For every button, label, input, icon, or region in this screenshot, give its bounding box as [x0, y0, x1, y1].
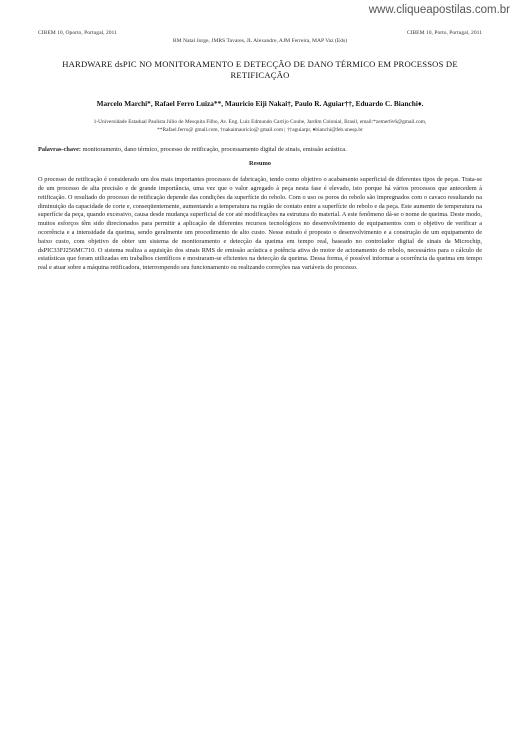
affiliation [38, 119, 482, 134]
abstract-heading: Resumo [248, 160, 271, 168]
header-editors: RM Natal Jorge, JMRS Tavares, JL Alexandre, AJM Ferreira, MAP Vaz (Eds) [172, 38, 348, 44]
keywords [38, 146, 482, 154]
header-left: CIBEM 10, Oporto, Portugal, 2011 [38, 30, 117, 36]
affiliation-line-1: 1-Universidade Estadual Paulista Júlio de Mesquita Filho, Av. Eng. Luiz Edmundo Carrijo Coube, Jardim Colonial, Brasil, email:*zemer6v6@gmail.com, [93, 119, 427, 125]
running-header [38, 30, 482, 37]
affiliation-line-2: **Rafael.ferro@ gmail.com, †nakaimauricio@ gmail.com | ††aguiarpr, ♦bianchi@feb.unesp.br [157, 126, 363, 133]
header-right: CIBEM 10, Porto, Portugal, 2011 [406, 30, 482, 36]
keywords-label: Palavras-chave: [38, 146, 82, 154]
site-watermark: www.cliqueapostilas.com.br [368, 4, 510, 16]
paper-title: HARDWARE dsPIC NO MONITORAMENTO E DETECÇÃO DE DANO TÉRMICO EM PROCESSOS DE RETIFICAÇÃO [62, 59, 458, 80]
keywords-text: monitoramento, dano térmico, processo de retificação, processamento digital de sinais, emissão acústica. [81, 146, 347, 154]
paper-page [38, 30, 482, 279]
abstract-body: O processo de retificação é considerado um dos mais importantes processos de fabricação, tendo como objetivo o acabamento superficial de diferentes tipos de peças. Trata-se de um processo de alta precisão e de grande importância, uma vez que o valor agregado à peça nesta fase é elevado, isto porque há vários processos que antecedem à retificação. O resultado do processo de retificação depende das condições da superfície do rebolo. Com o uso os poros do rebolo são impregnados com o cavaco resultando na diminuição da capacidade de corte e, conseqüentemente, aumentando a temperatura na região de contato entre a superfície do rebolo e da peça. Este aumento de temperatura na superfície da peça, quando excessivo, causa desde mudança superficial de cor até modificações na estrutura do material. A este fenômeno dá-se o nome de queima. Deste modo, muitos esforços têm sido direcionados para permitir a aplicação de diferentes recursos tecnológicos no desenvolvimento de equipamentos com o objetivo de verificar a ocorrência e a intensidade da queima, sendo geralmente um procedimento de alto custo. Nesse estudo é proposto o desenvolvimento e a construção de um equipamento de baixo custo, com objetivo de obter um sistema de monitoramento e detecção da queima em tempo real, baseado no controlador digital de sinais da Microchip, dsPIC33FJ256MC710. O sistema realiza a aquisição dos sinais RMS de emissão acústica e potência ativa do motor de acionamento do rebolo, necessários para o cálculo de estatísticas que foram utilizadas em trabalhos científicos e mostraram-se eficientes na detecção da queima. Dessa forma, é possível informar a ocorrência da queima em tempo real e atuar sobre a máquina retificadora, interrompendo seu funcionamento ou realizando correções nas variáveis do processo. [38, 176, 482, 272]
author-list: Marcelo Marchi*, Rafael Ferro Luiza**, Mauricio Eiji Nakai†, Paulo R. Aguiar††, Eduardo C. Bianchi♦. [96, 99, 424, 108]
